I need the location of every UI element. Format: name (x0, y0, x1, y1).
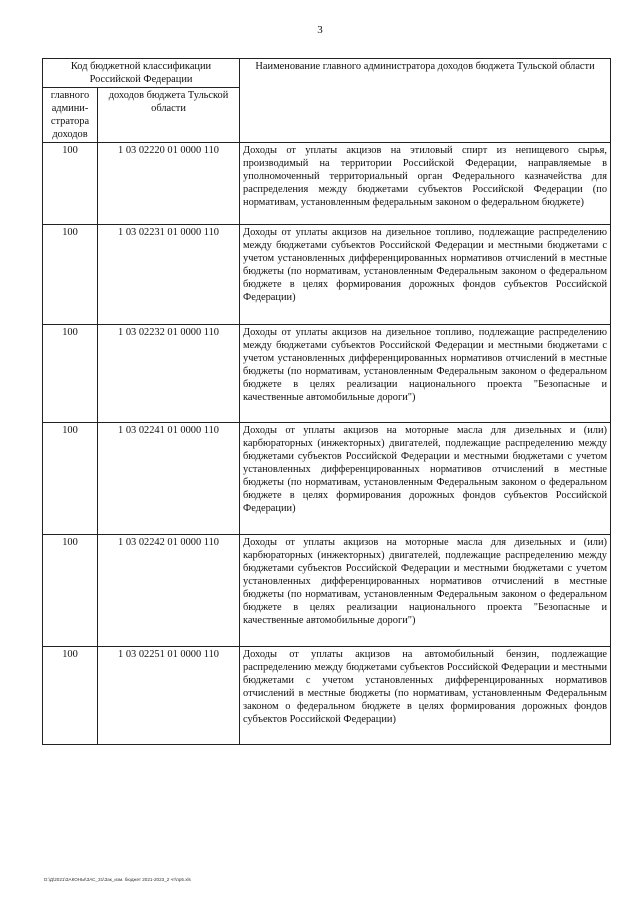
budget-classification-table (42, 58, 611, 745)
page-number: 3 (317, 24, 323, 36)
table-row (43, 535, 611, 647)
file-path-footer: D:\Д\2021\ЗАКОНЫ\ЗАС_31\Зак_изм. бюджет 2021-2023_2 чт\пр5.xls (44, 877, 191, 882)
admin-code-cell: 100 (43, 423, 98, 535)
income-code-cell: 1 03 02251 01 0000 110 (98, 647, 240, 745)
admin-code-cell: 100 (43, 143, 98, 225)
header-code-group: Код бюджетной классификации Российской Федерации (43, 59, 240, 88)
income-name-cell: Доходы от уплаты акцизов на дизельное топливо, подлежащие распределению между бюджетами субъектов Российской Федерации и местными бюджетами с учетом установленных дифференцированных нормативов отчислений в местные бюджеты (по нормативам, установленным Федеральным законом о федеральном бюджете в целях реализации национального проекта "Безопасные и качественные автомобильные дороги") (240, 325, 611, 423)
income-name-cell: Доходы от уплаты акцизов на дизельное топливо, подлежащие распределению между бюджетами субъектов Российской Федерации и местными бюджетами с учетом установленных дифференцированных нормативов отчислений в местные бюджеты (по нормативам, установленным Федеральным законом о федеральном бюджете в целях формирования дорожных фондов субъектов Российской Федерации) (240, 225, 611, 325)
income-code-cell: 1 03 02232 01 0000 110 (98, 325, 240, 423)
header-income-column: доходов бюджета Тульской области (98, 88, 240, 143)
income-code-cell: 1 03 02231 01 0000 110 (98, 225, 240, 325)
admin-code-cell: 100 (43, 535, 98, 647)
table-row (43, 647, 611, 745)
income-name-cell: Доходы от уплаты акцизов на моторные масла для дизельных и (или) карбюраторных (инжекторных) двигателей, подлежащие распределению между бюджетами субъектов Российской Федерации и местными бюджетами с учетом установленных дифференцированных нормативов отчислений в местные бюджеты (по нормативам, установленным Федеральным законом о федеральном бюджете в целях формирования дорожных фондов субъектов Российской Федерации) (240, 423, 611, 535)
income-code-cell: 1 03 02241 01 0000 110 (98, 423, 240, 535)
admin-code-cell: 100 (43, 647, 98, 745)
income-name-cell: Доходы от уплаты акцизов на моторные масла для дизельных и (или) карбюраторных (инжекторных) двигателей, подлежащие распределению между бюджетами субъектов Российской Федерации и местными бюджетами с учетом установленных дифференцированных нормативов отчислений в местные бюджеты (по нормативам, установленным Федеральным законом о федеральном бюджете в целях реализации национального проекта "Безопасные и качественные автомобильные дороги") (240, 535, 611, 647)
table-row (43, 325, 611, 423)
table-row (43, 423, 611, 535)
income-name-cell: Доходы от уплаты акцизов на этиловый спирт из непищевого сырья, производимый на территории Российской Федерации, направляемые в уполномоченный территориальный орган Федерального казначейства для распределения между бюджетами субъектов Российской Федерации (по нормативам, установленным федеральным законом о федеральном бюджете) (240, 143, 611, 225)
admin-code-cell: 100 (43, 325, 98, 423)
table-row (43, 225, 611, 325)
header-admin-column: главного админи-стратора доходов (43, 88, 98, 143)
income-name-cell: Доходы от уплаты акцизов на автомобильный бензин, подлежащие распределению между бюджетами субъектов Российской Федерации и местными бюджетами с учетом установленных дифференцированных нормативов отчислений в местные бюджеты (по нормативам, установленным Федеральным законом о федеральном бюджете в целях формирования дорожных фондов субъектов Российской Федерации) (240, 647, 611, 745)
income-code-cell: 1 03 02242 01 0000 110 (98, 535, 240, 647)
admin-code-cell: 100 (43, 225, 98, 325)
table-row (43, 143, 611, 225)
income-code-cell: 1 03 02220 01 0000 110 (98, 143, 240, 225)
header-name-column: Наименование главного администратора доходов бюджета Тульской области (240, 59, 611, 143)
table-header-row (43, 59, 611, 88)
